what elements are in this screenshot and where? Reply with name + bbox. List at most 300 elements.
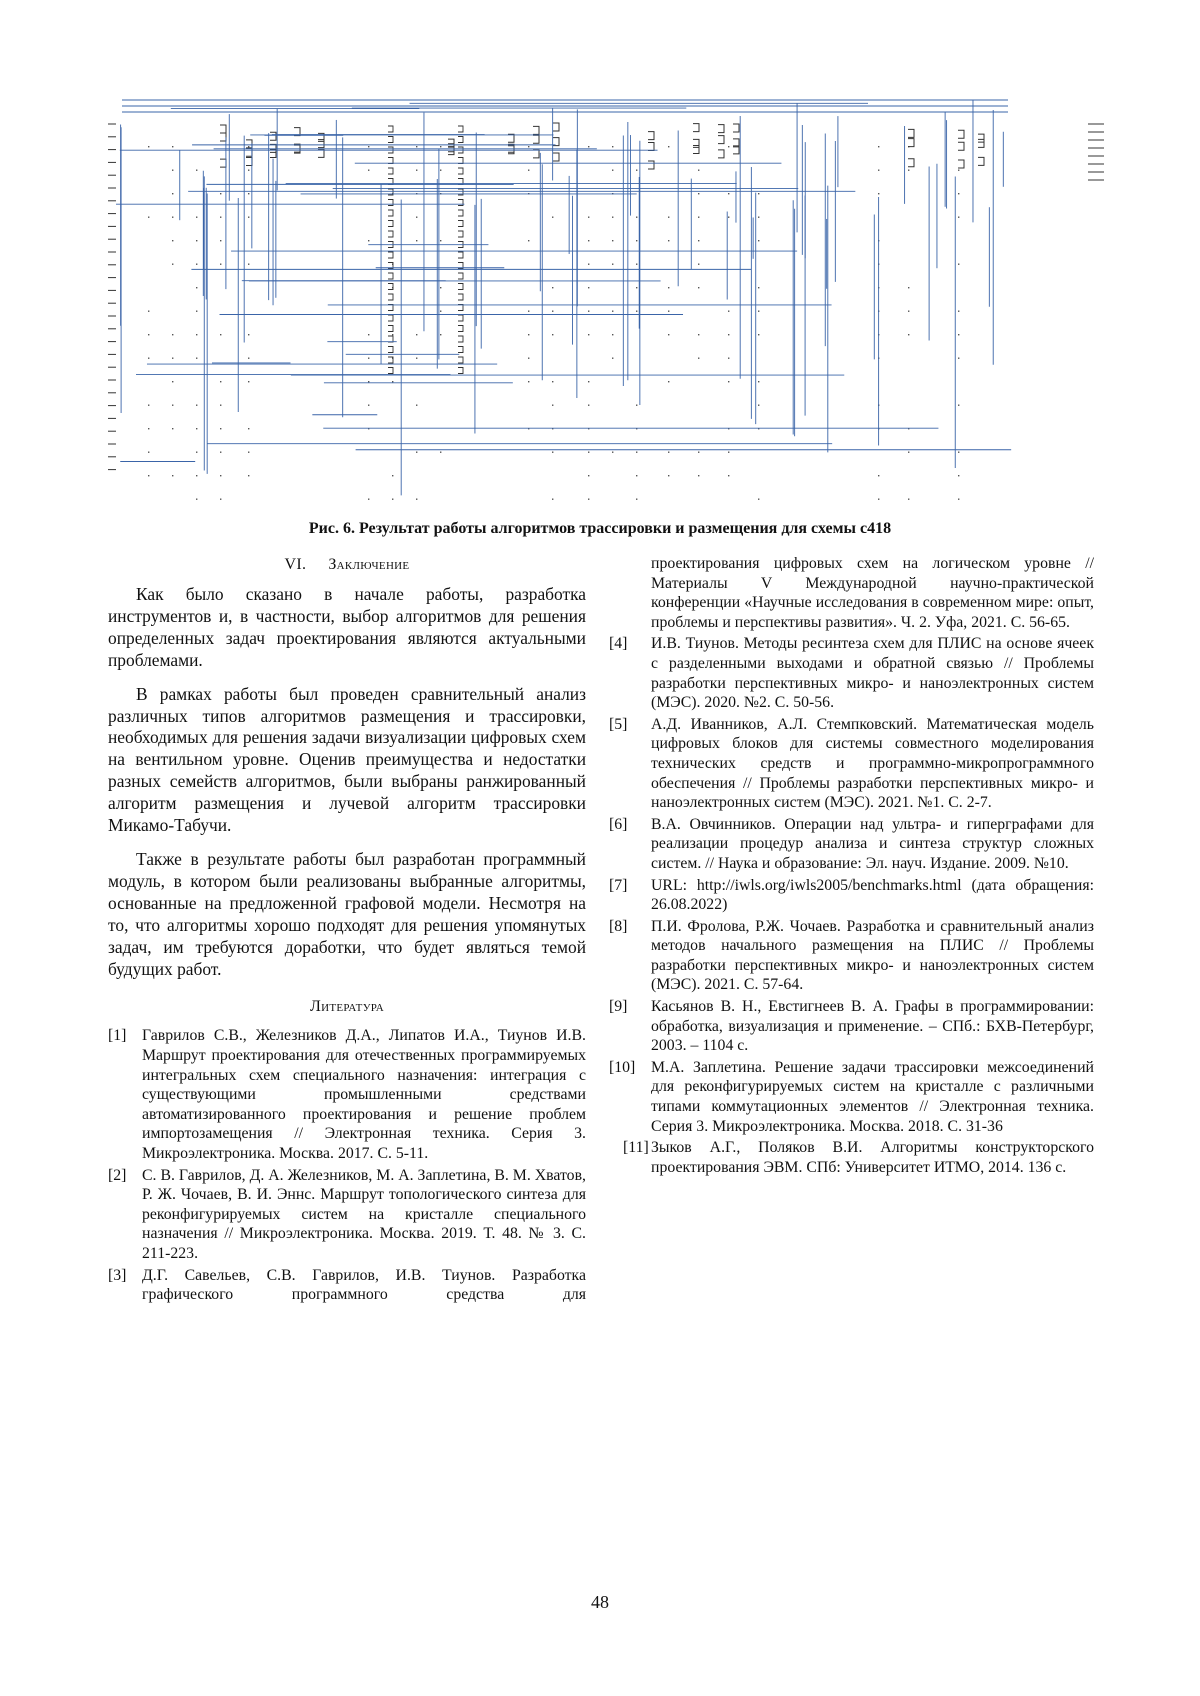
grid-dot <box>668 146 669 147</box>
grid-dot <box>878 146 879 147</box>
grid-dot <box>416 170 417 171</box>
grid-dot <box>368 381 369 382</box>
grid-dot <box>248 217 249 218</box>
gate-symbol <box>718 136 724 144</box>
reference-text: В.А. Овчинников. Операции над ультра- и гиперграфами для реализации процедур анализа и синтеза структур сложных систем. // Наука и образование: Эл. науч. Издание. 2009. №10. <box>651 815 1094 872</box>
reference-item <box>108 1166 586 1264</box>
gate-symbol <box>458 284 463 290</box>
grid-dot <box>698 170 699 171</box>
gate-symbol <box>718 125 724 133</box>
grid-dot <box>196 452 197 453</box>
grid-dot <box>196 217 197 218</box>
gate-symbol <box>458 252 463 258</box>
gate-symbol <box>533 126 539 134</box>
gate-symbol <box>958 160 964 168</box>
grid-dot <box>248 334 249 335</box>
gate-symbol <box>388 210 393 216</box>
grid-dot <box>368 499 369 500</box>
grid-dot <box>416 358 417 359</box>
grid-dot <box>908 311 909 312</box>
grid-dot <box>758 287 759 288</box>
gate-symbol <box>388 315 393 321</box>
grid-dot <box>220 217 221 218</box>
grid-dot <box>698 193 699 194</box>
grid-dot <box>220 334 221 335</box>
grid-dot <box>368 170 369 171</box>
grid-dot <box>196 240 197 241</box>
gate-symbol <box>388 221 393 227</box>
grid-dot <box>528 146 529 147</box>
grid-dot <box>148 358 149 359</box>
grid-dot <box>958 334 959 335</box>
grid-dot <box>636 452 637 453</box>
gate-symbol <box>978 134 984 142</box>
grid-dot <box>552 311 553 312</box>
reference-number: [1] <box>108 1027 127 1045</box>
gate-symbol <box>448 139 454 147</box>
grid-dot <box>172 217 173 218</box>
gate-symbol <box>508 134 514 142</box>
grid-dot <box>958 475 959 476</box>
grid-dot <box>758 334 759 335</box>
reference-list-left <box>108 1026 586 1304</box>
grid-dot <box>698 334 699 335</box>
grid-dot <box>588 287 589 288</box>
grid-dot <box>248 170 249 171</box>
gate-symbol <box>458 357 463 363</box>
gate-symbol <box>458 221 463 227</box>
grid-dot <box>172 334 173 335</box>
grid-dot <box>528 170 529 171</box>
reference-text: Зыков А.Г., Поляков В.И. Алгоритмы конструкторского проектирования ЭВМ. СПб: Университет ИТМО, 2014. 136 с. <box>651 1139 1094 1176</box>
gate-symbol <box>388 284 393 290</box>
gate-symbol <box>693 139 699 147</box>
reference-item <box>609 917 1094 995</box>
grid-dot <box>698 452 699 453</box>
grid-dot <box>368 146 369 147</box>
grid-dot <box>552 334 553 335</box>
grid-dot <box>588 217 589 218</box>
grid-dot <box>172 405 173 406</box>
grid-dot <box>416 334 417 335</box>
gate-symbol <box>458 231 463 237</box>
gate-symbol <box>458 137 463 143</box>
grid-dot <box>220 405 221 406</box>
grid-dot <box>588 264 589 265</box>
grid-dot <box>958 405 959 406</box>
grid-dot <box>758 240 759 241</box>
gate-symbol <box>533 150 539 158</box>
grid-dot <box>220 428 221 429</box>
gate-symbol <box>388 158 393 164</box>
grid-dot <box>172 170 173 171</box>
reference-item <box>609 815 1094 874</box>
grid-dot <box>172 240 173 241</box>
grid-dot <box>440 334 441 335</box>
grid-dot <box>698 240 699 241</box>
grid-dot <box>196 334 197 335</box>
reference-item <box>609 1058 1094 1136</box>
grid-dot <box>588 311 589 312</box>
left-column <box>108 556 586 1307</box>
grid-dot <box>368 334 369 335</box>
grid-dot <box>668 287 669 288</box>
grid-dot <box>196 405 197 406</box>
gate-symbol <box>270 149 276 157</box>
grid-dot <box>392 381 393 382</box>
gate-symbol <box>458 126 463 132</box>
reference-item <box>609 997 1094 1056</box>
grid-dot <box>908 170 909 171</box>
grid-dot <box>588 240 589 241</box>
reference-number: [8] <box>609 917 628 935</box>
grid-dot <box>196 358 197 359</box>
grid-dot <box>248 452 249 453</box>
conclusion-paragraph-2: В рамках работы был проведен сравнительный анализ различных типов алгоритмов размещения и трассировки, необходимых для решения задачи визуализации цифровых схем на вентильном уровне. Оценив преимущества и недостатки разных семейств алгоритмов, были выбраны ранжированный алгоритм размещения и лучевой алгоритм трассировки Микамо-Табучи. <box>108 683 586 836</box>
gate-symbol <box>388 294 393 300</box>
grid-dot <box>878 499 879 500</box>
grid-dot <box>148 428 149 429</box>
grid-dot <box>368 240 369 241</box>
grid-dot <box>878 475 879 476</box>
gate-symbol <box>908 129 914 137</box>
grid-dot <box>612 264 613 265</box>
grid-dot <box>416 499 417 500</box>
reference-list-right <box>609 554 1094 1177</box>
grid-dot <box>172 358 173 359</box>
grid-dot <box>148 475 149 476</box>
gate-symbol <box>458 368 463 374</box>
grid-dot <box>636 287 637 288</box>
grid-dot <box>248 428 249 429</box>
section-heading-conclusion <box>108 556 586 574</box>
grid-dot <box>698 475 699 476</box>
routing-placement-figure <box>108 96 1106 508</box>
grid-dot <box>588 146 589 147</box>
grid-dot <box>758 405 759 406</box>
grid-dot <box>220 264 221 265</box>
gate-symbol <box>388 252 393 258</box>
gate-symbol <box>458 158 463 164</box>
gate-symbol <box>388 368 393 374</box>
grid-dot <box>958 264 959 265</box>
reference-number: [11] <box>623 1139 649 1157</box>
grid-dot <box>612 217 613 218</box>
gate-symbol <box>958 130 964 138</box>
grid-dot <box>196 170 197 171</box>
gate-symbol <box>533 135 539 143</box>
grid-dot <box>440 170 441 171</box>
grid-dot <box>552 499 553 500</box>
gate-symbol <box>388 137 393 143</box>
grid-dot <box>148 311 149 312</box>
gate-symbol <box>693 124 699 132</box>
reference-text: Д.Г. Савельев, С.В. Гаврилов, И.В. Тиунов. Разработка графического программного средства для <box>142 1266 586 1304</box>
grid-dot <box>528 311 529 312</box>
gate-symbol <box>246 158 252 166</box>
grid-dot <box>728 146 729 147</box>
gate-symbol <box>388 168 393 174</box>
grid-dot <box>220 452 221 453</box>
grid-dot <box>368 405 369 406</box>
grid-dot <box>416 240 417 241</box>
reference-text: И.В. Тиунов. Методы ресинтеза схем для ПЛИС на основе ячеек с разделенными выходами и обратной связью // Проблемы разработки перспективных микро- и наноэлектронных систем (МЭС). 2020. №2. С. 50-56. <box>651 635 1094 712</box>
gate-symbol <box>388 326 393 332</box>
gate-symbol <box>648 161 654 169</box>
grid-dot <box>878 193 879 194</box>
grid-dot <box>248 146 249 147</box>
reference-text: Гаврилов С.В., Железников Д.А., Липатов И.А., Тиунов И.В. Маршрут проектирования для отечественных программируемых интегральных схем специального назначения: интеграция с существующими промышленными средствами автоматизированного проектирования и решение проблем импортозамещения // Электронная техника. Серия 3. Микроэлектроника. Москва. 2017. С. 5-11. <box>142 1027 586 1162</box>
section-title: Заключение <box>328 556 410 573</box>
grid-dot <box>552 452 553 453</box>
grid-dot <box>636 499 637 500</box>
grid-dot <box>248 358 249 359</box>
reference-number: [2] <box>108 1166 127 1184</box>
grid-dot <box>172 475 173 476</box>
grid-dot <box>416 217 417 218</box>
grid-dot <box>528 240 529 241</box>
gate-symbol <box>458 347 463 353</box>
grid-dot <box>440 452 441 453</box>
grid-dot <box>612 358 613 359</box>
gate-symbol <box>388 336 393 342</box>
reference-text: С. В. Гаврилов, Д. А. Железников, М. А. Заплетина, В. М. Хватов, Р. Ж. Чочаев, В. И. Эннс. Маршрут топологического синтеза для реконфигурируемых систем на кристалле специального назначения // Микроэлектроника. Москва. 2019. Т. 48. № 3. С. 211-223. <box>142 1166 586 1262</box>
gate-symbol <box>553 138 559 146</box>
grid-dot <box>172 381 173 382</box>
gate-symbol <box>958 142 964 150</box>
reference-text: П.И. Фролова, Р.Ж. Чочаев. Разработка и сравнительный анализ методов начального размещения на ПЛИС // Проблемы разработки перспективных микро- и наноэлектронных систем (МЭС). 2021. С. 57-64. <box>651 917 1094 994</box>
grid-dot <box>636 217 637 218</box>
grid-dot <box>908 499 909 500</box>
reference-item <box>108 1026 586 1163</box>
grid-dot <box>248 264 249 265</box>
grid-dot <box>248 381 249 382</box>
grid-dot <box>728 311 729 312</box>
gate-symbol <box>388 273 393 279</box>
grid-dot <box>698 264 699 265</box>
gate-symbol <box>270 132 276 140</box>
grid-dot <box>528 334 529 335</box>
grid-dot <box>588 475 589 476</box>
grid-dot <box>612 334 613 335</box>
conclusion-paragraph-3: Также в результате работы был разработан программный модуль, в котором были реализованы выбранные алгоритмы, основанные на предложенной графовой модели. Несмотря на то, что алгоритмы хорошо подходят для решения упомянутых задач, им требуются доработки, что будет являться темой будущих работ. <box>108 848 586 979</box>
grid-dot <box>148 452 149 453</box>
grid-dot <box>220 240 221 241</box>
gate-symbol <box>733 124 739 132</box>
grid-dot <box>368 358 369 359</box>
grid-dot <box>440 287 441 288</box>
grid-dot <box>552 405 553 406</box>
gate-symbol <box>458 294 463 300</box>
grid-dot <box>196 428 197 429</box>
grid-dot <box>248 475 249 476</box>
reference-item <box>609 715 1094 813</box>
circuit-diagram <box>108 96 1106 508</box>
grid-dot <box>440 311 441 312</box>
grid-dot <box>148 405 149 406</box>
grid-dot <box>728 193 729 194</box>
grid-dot <box>698 358 699 359</box>
grid-dot <box>958 499 959 500</box>
grid-dot <box>698 287 699 288</box>
grid-dot <box>668 334 669 335</box>
grid-dot <box>440 240 441 241</box>
grid-dot <box>668 217 669 218</box>
gate-symbol <box>458 326 463 332</box>
grid-dot <box>416 452 417 453</box>
grid-dot <box>668 452 669 453</box>
gate-symbol <box>246 148 252 156</box>
grid-dot <box>172 428 173 429</box>
grid-dot <box>728 475 729 476</box>
gate-symbol <box>220 125 226 133</box>
reference-item <box>623 1138 1094 1177</box>
reference-number: [10] <box>609 1058 636 1076</box>
grid-dot <box>728 381 729 382</box>
reference-number: [3] <box>108 1266 127 1284</box>
grid-dot <box>416 146 417 147</box>
grid-dot <box>698 217 699 218</box>
grid-dot <box>588 334 589 335</box>
grid-dot <box>148 334 149 335</box>
grid-dot <box>220 499 221 500</box>
grid-dot <box>636 475 637 476</box>
grid-dot <box>196 264 197 265</box>
gate-symbol <box>553 153 559 161</box>
grid-dot <box>636 170 637 171</box>
grid-dot <box>958 170 959 171</box>
grid-dot <box>908 334 909 335</box>
grid-dot <box>958 217 959 218</box>
reference-continuation <box>651 554 1094 632</box>
gate-symbol <box>458 315 463 321</box>
grid-dot <box>758 193 759 194</box>
grid-dot <box>612 240 613 241</box>
reference-text: М.А. Заплетина. Решение задачи трассировки межсоединений для реконфигурируемых систем на кристалле с различными типами коммутационных элементов // Электронная техника. Серия 3. Микроэлектроника. Москва. 2018. С. 31-36 <box>651 1058 1094 1135</box>
grid-dot <box>728 358 729 359</box>
section-number: VI. <box>284 556 307 573</box>
right-column <box>609 554 1094 1179</box>
grid-dot <box>148 217 149 218</box>
grid-dot <box>878 170 879 171</box>
grid-dot <box>392 475 393 476</box>
grid-dot <box>588 499 589 500</box>
reference-number: [4] <box>609 635 628 653</box>
grid-dot <box>668 381 669 382</box>
grid-dot <box>588 452 589 453</box>
grid-dot <box>588 381 589 382</box>
grid-dot <box>612 452 613 453</box>
grid-dot <box>636 264 637 265</box>
reference-text: URL: http://iwls.org/iwls2005/benchmarks.html (дата обращения: 26.08.2022) <box>651 876 1094 914</box>
grid-dot <box>908 287 909 288</box>
grid-dot <box>958 311 959 312</box>
reference-number: [6] <box>609 815 628 833</box>
grid-dot <box>636 405 637 406</box>
grid-dot <box>668 475 669 476</box>
reference-text: А.Д. Иванников, А.Л. Стемпковский. Математическая модель цифровых блоков для системы совместного моделирования технических средств и программно-микропрограммного обеспечения // Проблемы разработки перспективных микро- и наноэлектронных систем (МЭС). 2021. №1. С. 2-7. <box>651 715 1094 812</box>
grid-dot <box>758 217 759 218</box>
grid-dot <box>220 381 221 382</box>
gate-symbol <box>648 143 654 151</box>
reference-item <box>609 876 1094 915</box>
grid-dot <box>588 405 589 406</box>
gate-symbol <box>648 132 654 140</box>
grid-dot <box>552 287 553 288</box>
grid-dot <box>958 193 959 194</box>
gate-symbol <box>388 231 393 237</box>
gate-symbol <box>458 210 463 216</box>
gate-symbol <box>388 347 393 353</box>
grid-dot <box>728 334 729 335</box>
grid-dot <box>440 146 441 147</box>
grid-dot <box>758 311 759 312</box>
reference-text: Касьянов В. Н., Евстигнеев В. А. Графы в программировании: обработка, визуализация и применение. – СПб.: БХВ-Петербург, 2003. – 1104 с. <box>651 998 1094 1055</box>
grid-dot <box>552 217 553 218</box>
figure-caption: Рис. 6. Результат работы алгоритмов трассировки и размещения для схемы c418 <box>308 520 892 537</box>
reference-number: [5] <box>609 715 628 733</box>
reference-text: проектирования цифровых схем на логическом уровне // Материалы V Международной научно-практической конференции «Научные исследования в современном мире: опыт, проблемы и перспективы развития». Ч. 2. Уфа, 2021. С. 56-65. <box>651 555 1094 631</box>
grid-dot <box>172 264 173 265</box>
grid-dot <box>196 311 197 312</box>
grid-dot <box>552 381 553 382</box>
grid-dot <box>220 193 221 194</box>
grid-dot <box>528 381 529 382</box>
grid-dot <box>416 405 417 406</box>
gate-symbol <box>718 150 724 158</box>
gate-symbol <box>388 126 393 132</box>
reference-number: [7] <box>609 876 628 894</box>
gate-symbol <box>978 139 984 147</box>
gate-symbol <box>908 159 914 167</box>
grid-dot <box>908 452 909 453</box>
grid-dot <box>392 499 393 500</box>
grid-dot <box>728 217 729 218</box>
section-heading-references: Литература <box>309 998 385 1016</box>
grid-dot <box>636 240 637 241</box>
grid-dot <box>758 381 759 382</box>
grid-dot <box>172 146 173 147</box>
gate-symbol <box>458 168 463 174</box>
grid-dot <box>528 358 529 359</box>
grid-dot <box>172 193 173 194</box>
grid-dot <box>196 287 197 288</box>
reference-number: [9] <box>609 998 628 1016</box>
gate-symbol <box>220 133 226 141</box>
gate-symbol <box>908 139 914 147</box>
grid-dot <box>220 475 221 476</box>
grid-dot <box>392 334 393 335</box>
grid-dot <box>636 311 637 312</box>
reference-item <box>609 634 1094 712</box>
gate-symbol <box>458 336 463 342</box>
grid-dot <box>758 499 759 500</box>
grid-dot <box>612 170 613 171</box>
grid-dot <box>196 499 197 500</box>
gate-symbol <box>693 145 699 153</box>
grid-dot <box>612 146 613 147</box>
grid-dot <box>958 452 959 453</box>
grid-dot <box>668 240 669 241</box>
gate-symbol <box>220 159 226 167</box>
grid-dot <box>196 475 197 476</box>
gate-symbol <box>978 157 984 165</box>
grid-dot <box>612 311 613 312</box>
grid-dot <box>958 358 959 359</box>
grid-dot <box>248 193 249 194</box>
gate-symbol <box>458 273 463 279</box>
page-number: 48 <box>591 1592 609 1612</box>
